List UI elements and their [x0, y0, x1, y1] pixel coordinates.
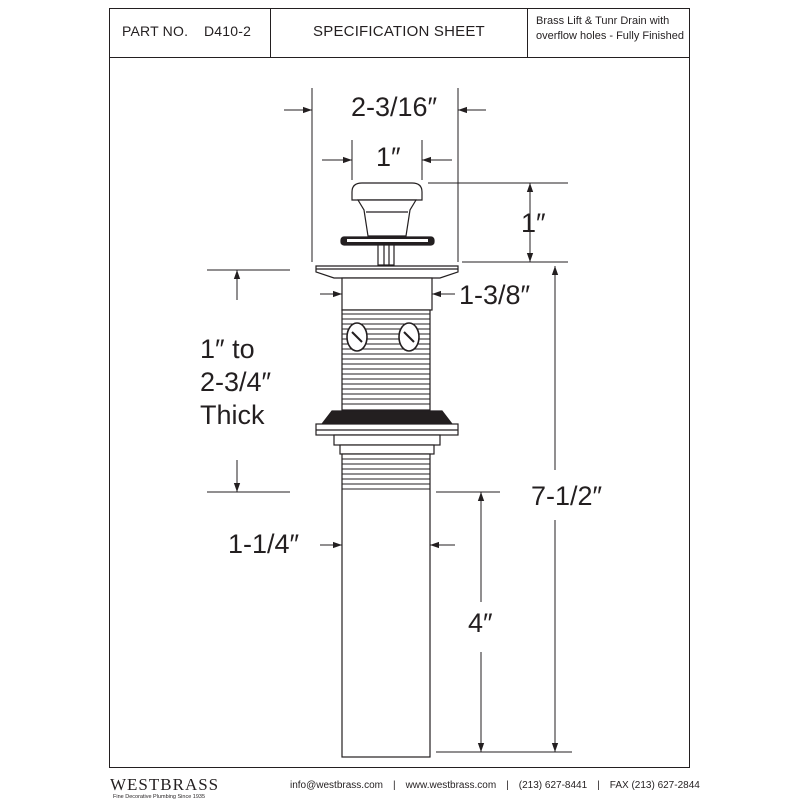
stopper-neck — [358, 200, 416, 236]
part-number-label: PART NO. — [122, 23, 189, 39]
dim-tailpiece-width: 1-1/4″ — [228, 529, 300, 559]
description-line-2: overflow holes - Fully Finished — [536, 30, 684, 42]
separator-3: | — [597, 780, 600, 791]
brand-tagline: Fine Decorative Plumbing Since 1935 — [113, 794, 206, 800]
footer — [110, 772, 800, 800]
separator-2: | — [506, 780, 509, 791]
part-number-value: D410-2 — [204, 23, 252, 39]
description-line-1: Brass Lift & Tunr Drain with — [536, 15, 670, 27]
email-link[interactable]: info@westbrass.com — [290, 780, 383, 791]
drain-flange — [316, 266, 458, 278]
stopper-cap — [352, 183, 422, 200]
drain-part — [316, 183, 458, 757]
fax-number: FAX (213) 627-2844 — [609, 780, 700, 791]
brand-logo: WESTBRASS — [110, 775, 220, 794]
sheet-title: SPECIFICATION SHEET — [313, 23, 485, 40]
dim-thickness-line-3: Thick — [200, 400, 265, 430]
locknut — [334, 435, 440, 445]
dim-tailpiece-length: 4″ — [468, 608, 493, 638]
tailpiece — [342, 454, 430, 757]
separator-1: | — [392, 780, 396, 791]
dim-thickness-line-1: 1″ to — [200, 334, 255, 364]
contact-info — [290, 780, 700, 791]
website-link[interactable]: www.westbrass.com — [405, 780, 497, 791]
rubber-gasket — [322, 411, 452, 424]
dim-thickness-line-2: 2-3/4″ — [200, 367, 272, 397]
dim-stopper-width: 1″ — [376, 142, 401, 172]
body-collar — [342, 278, 432, 310]
dim-overall-length: 7-1/2″ — [531, 481, 603, 511]
tailpiece-thread-lines — [342, 459, 430, 489]
dim-stopper-height: 1″ — [521, 208, 546, 238]
dim-flange-width: 2-3/16″ — [351, 92, 438, 122]
dim-body-width: 1-3/8″ — [459, 280, 531, 310]
phone-number: (213) 627-8441 — [518, 780, 588, 791]
stopper-stem — [378, 245, 394, 265]
